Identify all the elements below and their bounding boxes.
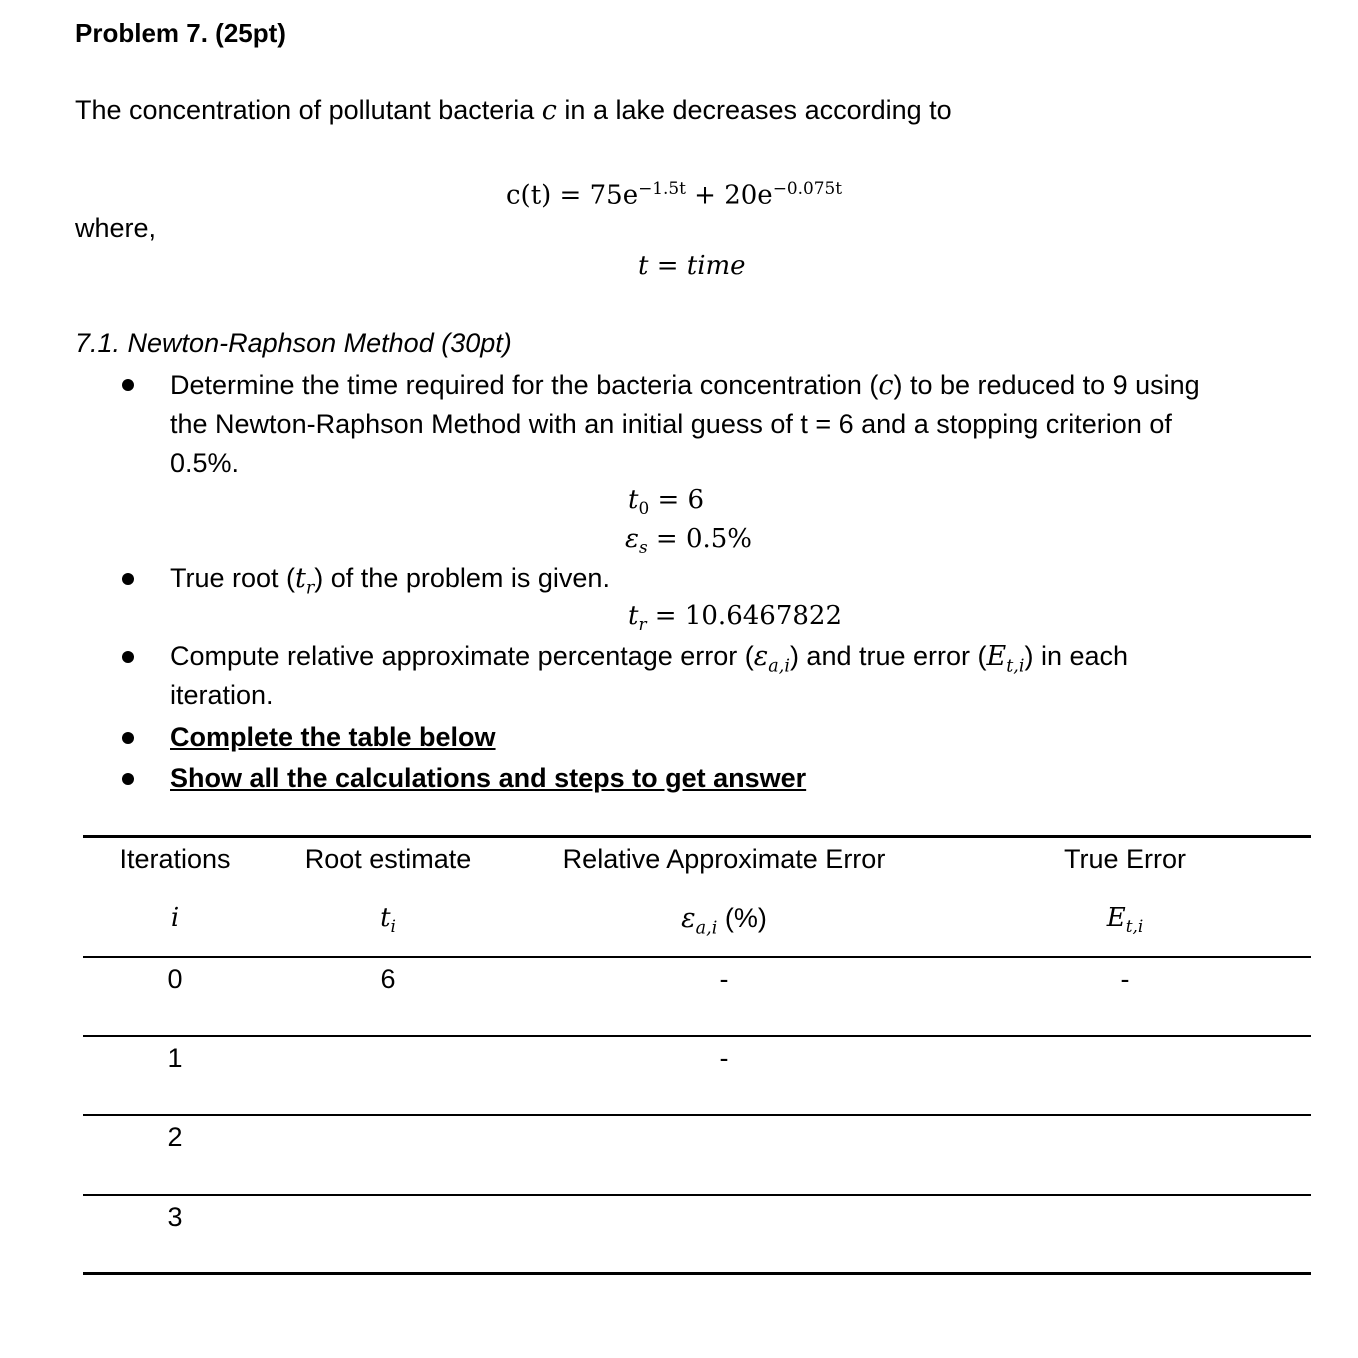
intro-pre: The concentration of pollutant bacteria xyxy=(75,95,542,125)
es-val: = 0.5% xyxy=(647,524,752,554)
row-rule xyxy=(83,1194,1311,1196)
eq-exp1: −1.5t xyxy=(638,178,686,198)
row-rule xyxy=(83,1114,1311,1116)
row-2-i: 2 xyxy=(167,1122,183,1152)
bullet-2-text xyxy=(170,562,610,604)
concentration-equation xyxy=(506,172,842,212)
b2-post: ) of the problem is given. xyxy=(314,563,610,593)
b3-post: ) in each xyxy=(1024,641,1129,671)
sym-eps-sub: a,i xyxy=(695,918,718,939)
initial-guess xyxy=(628,484,704,524)
bullet-4-text: Complete the table below xyxy=(170,722,496,752)
b3-eps: ε xyxy=(753,641,769,672)
sym-t: t xyxy=(380,903,391,933)
eq-exp2: −0.075t xyxy=(772,178,842,198)
section-heading: 7.1. Newton-Raphson Method (30pt) xyxy=(75,328,512,358)
b2-var: t xyxy=(295,563,306,594)
bullet-1 xyxy=(122,379,134,391)
b3-E-sub: t,i xyxy=(1006,656,1025,677)
intro-post: in a lake decreases according to xyxy=(556,95,952,125)
symbol-t-i xyxy=(380,902,396,942)
bullet-1-line-3: 0.5%. xyxy=(170,448,240,478)
t0-var: t xyxy=(628,485,639,515)
row-0-et: - xyxy=(1120,964,1130,994)
header-rule xyxy=(83,956,1311,958)
table-top-rule xyxy=(83,835,1311,838)
t0-sub: 0 xyxy=(638,498,650,519)
sym-E-sub: t,i xyxy=(1125,916,1144,937)
eq-lhs: c(t) = 75e xyxy=(506,180,639,211)
bullet-3 xyxy=(122,651,134,663)
tr-sub: r xyxy=(638,614,647,635)
intro-text xyxy=(75,94,952,127)
sym-E: E xyxy=(1106,903,1126,933)
tr-val: = 10.6467822 xyxy=(646,601,842,631)
row-0-i: 0 xyxy=(167,964,183,994)
stopping-criterion xyxy=(625,523,752,563)
header-relative-error: Relative Approximate Error xyxy=(562,844,886,874)
sym-t-sub: i xyxy=(390,916,396,937)
row-3-i: 3 xyxy=(167,1202,183,1232)
es-var: ε xyxy=(625,524,639,554)
b2-sub: r xyxy=(305,578,315,599)
bullet-4 xyxy=(122,732,134,744)
sym-eps: ε xyxy=(681,903,696,934)
where-label: where, xyxy=(75,213,157,243)
row-0-ea: - xyxy=(719,964,729,994)
header-root-estimate: Root estimate xyxy=(304,844,472,874)
header-iterations: Iterations xyxy=(119,844,231,874)
b3-E: E xyxy=(986,641,1007,672)
bullet-2 xyxy=(122,573,134,585)
bullet-3-line-2: iteration. xyxy=(170,680,274,710)
symbol-eps-a-i xyxy=(681,902,767,944)
b3-eps-sub: a,i xyxy=(768,656,790,677)
table-bottom-rule xyxy=(83,1272,1311,1275)
problem-title: Problem 7. (25pt) xyxy=(75,18,286,48)
bullet-1-line-2: the Newton-Raphson Method with an initial guess of t = 6 and a stopping criterion of xyxy=(170,409,1172,439)
eq-mid: + 20e xyxy=(685,180,773,211)
bullet-1-line-1 xyxy=(170,369,1200,402)
true-root xyxy=(628,600,842,640)
b1-var: c xyxy=(878,370,894,401)
sym-eps-unit: (%) xyxy=(717,903,767,933)
b2-pre: True root ( xyxy=(170,563,296,593)
b1-post: ) to be reduced to 9 using xyxy=(893,370,1200,400)
tr-var: t xyxy=(628,601,639,631)
row-1-ea: - xyxy=(719,1043,729,1073)
intro-var: c xyxy=(541,95,557,126)
row-rule xyxy=(83,1035,1311,1037)
t0-val: = 6 xyxy=(649,485,705,515)
es-sub: s xyxy=(638,537,648,558)
b1-pre: Determine the time required for the bacteria concentration ( xyxy=(170,370,879,400)
symbol-E-t-i xyxy=(1107,902,1144,942)
b3-pre: Compute relative approximate percentage error ( xyxy=(170,641,754,671)
bullet-5-text: Show all the calculations and steps to get answer xyxy=(170,763,807,793)
symbol-i: i xyxy=(170,903,180,933)
row-1-i: 1 xyxy=(167,1043,183,1073)
b3-mid: ) and true error ( xyxy=(789,641,987,671)
header-true-error: True Error xyxy=(1063,844,1187,874)
bullet-3-line-1 xyxy=(170,640,1128,682)
row-0-t: 6 xyxy=(380,964,396,994)
time-definition: t = time xyxy=(638,251,746,281)
bullet-5 xyxy=(122,773,134,785)
